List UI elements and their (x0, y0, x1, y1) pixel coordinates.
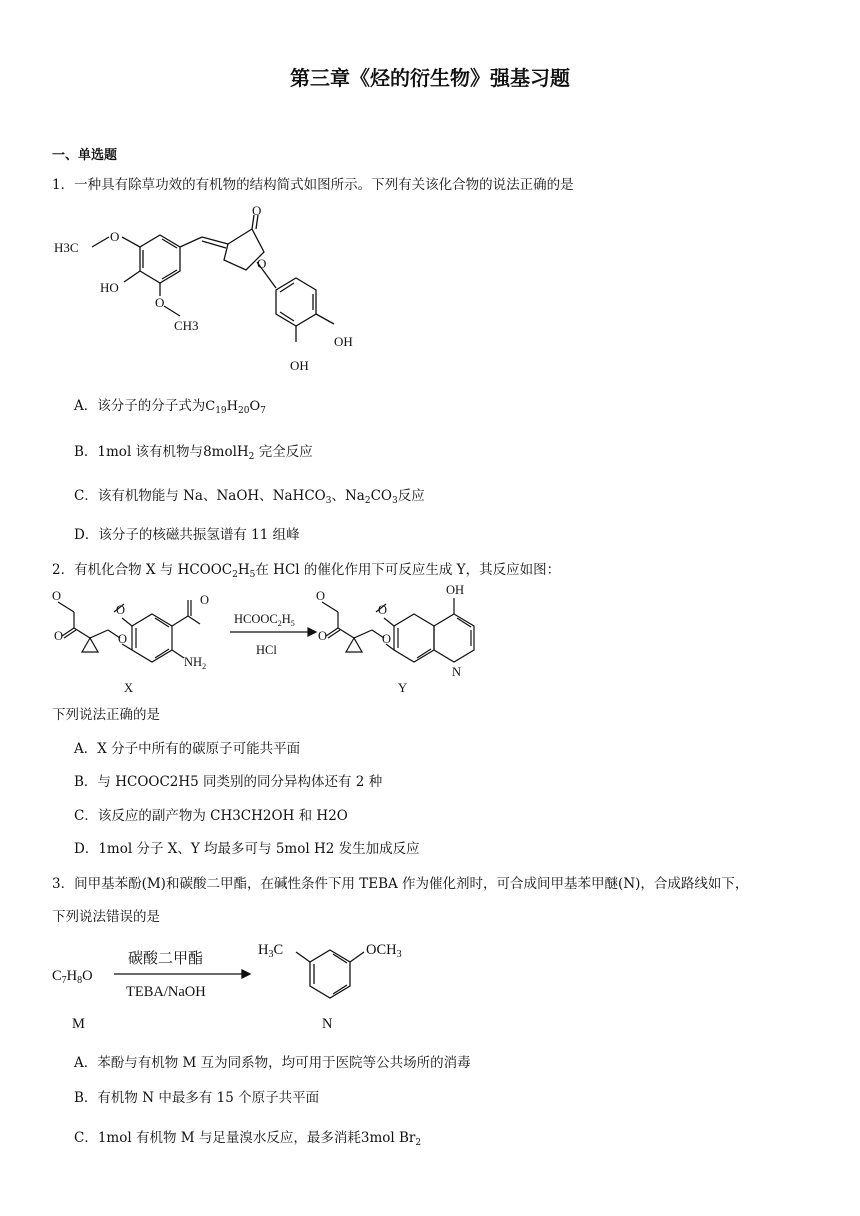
q2-label-x: X (124, 681, 134, 695)
q3-label-reagent: 碳酸二甲酯 (128, 951, 204, 967)
q2-stem-sub1: 2 (232, 570, 238, 580)
q2-label-y-ether-o: O (382, 632, 392, 646)
q1-label-o1: O (110, 229, 120, 244)
q2-label-catalyst: HCl (256, 643, 277, 657)
q1-option-b (74, 440, 313, 462)
q3-label-h3c: $H_3C$ (258, 942, 284, 960)
q1-structure-figure (52, 200, 372, 380)
q3-option-b: B．有机物 N 中最多有 15 个原子共平面 (74, 1090, 320, 1106)
q1-option-c-suffix: 反应 (397, 488, 425, 504)
q1-label-ch3: CH3 (174, 318, 199, 333)
q3-option-c-formula: 3mol $Br_2$ (360, 1130, 422, 1148)
question-1-stem: 1．一种具有除草功效的有机物的结构简式如图所示。下列有关该化合物的说法正确的是 (52, 177, 574, 193)
q2-label-x-carbonyl-o: O (54, 629, 64, 643)
q1-label-ring-o: O (257, 256, 267, 271)
q2-label-x-methoxy-o: O (116, 603, 126, 617)
q1-label-ho: HO (100, 280, 119, 295)
q2-stem-h: H (237, 562, 250, 578)
question-3-stem-line2: 下列说法错误的是 (52, 909, 160, 925)
q1-label-h3c: H3C (54, 240, 79, 255)
page-title: 第三章《烃的衍生物》强基习题 (290, 66, 570, 90)
section-heading: 一、单选题 (52, 148, 118, 163)
q1-option-c (74, 484, 425, 506)
question-3-stem-line1: 3．间甲基苯酚(M)和碳酸二甲酯，在碱性条件下用 TEBA 作为催化剂时，可合成间甲基苯甲醚(N)，合成路线如下， (52, 876, 749, 892)
q3-label-catalyst: TEBA/NaOH (126, 984, 206, 1000)
q1-option-a-formula: $C_{19}H_{20}O_7$ (205, 399, 266, 416)
question-2-stem (52, 558, 560, 580)
q3-label-och3: $OCH_3$ (366, 942, 402, 960)
q2-label-x-ketone-o: O (200, 593, 210, 607)
q2-label-x-ether-o: O (118, 632, 128, 646)
q2-label-y-methoxy-o: O (378, 603, 388, 617)
q3-option-c-text: C．1mol 有机物 M 与足量溴水反应，最多消耗 (74, 1130, 361, 1146)
q3-label-m-formula: $C_7H_8O$ (52, 968, 93, 986)
q2-option-d: D．1mol 分子 X、Y 均最多可与 5mol H2 发生加成反应 (74, 841, 420, 857)
q1-option-c-text: C．该有机物能与 Na、NaOH、 (74, 488, 273, 504)
q1-label-oh1: OH (334, 334, 353, 349)
q1-option-d: D．该分子的核磁共振氢谱有 11 组峰 (74, 527, 300, 543)
q2-label-y-carbonyl-o: O (318, 629, 328, 643)
q1-label-carbonyl-o: O (252, 203, 262, 218)
q1-option-b-formula: 8molH$_2$ (203, 444, 255, 462)
q2-option-b: B．与 HCOOC2H5 同类别的同分异构体还有 2 种 (74, 774, 383, 790)
q3-reaction-figure (52, 932, 452, 1038)
q2-option-c: C．该反应的副产物为 CH3CH2OH 和 H2O (74, 808, 348, 824)
q1-option-a (74, 394, 266, 416)
q2-label-y: Y (398, 681, 408, 695)
q1-option-a-text: A．该分子的分子式为 (74, 398, 206, 414)
q3-label-n: N (322, 1016, 333, 1032)
q1-option-c-sep: 、 (331, 488, 345, 504)
q3-option-a: A．苯酚与有机物 M 互为同系物，均可用于医院等公共场所的消毒 (74, 1055, 471, 1071)
q1-option-b-text: B．1mol 该有机物与 (74, 444, 204, 460)
q2-stem-prefix: 2．有机化合物 X 与 HCOOC (52, 562, 233, 578)
q3-option-c (74, 1126, 421, 1148)
q2-stem-sub2: 5 (249, 570, 256, 580)
q2-label-nh2: $NH_2$ (184, 655, 207, 671)
q1-label-oh2: OH (290, 358, 309, 373)
q2-label-y-methyl-o: O (316, 589, 326, 603)
q1-option-c-formula1: NaHCO$_3$ (272, 488, 332, 506)
q2-label-x-methyl-o: O (52, 589, 62, 603)
q2-lead: 下列说法正确的是 (52, 707, 160, 723)
q2-label-oh: OH (446, 583, 465, 597)
q3-label-m: M (72, 1016, 85, 1032)
q2-option-a: A．X 分子中所有的碳原子可能共平面 (74, 741, 301, 757)
q1-option-b-suffix: 完全反应 (258, 444, 313, 460)
q1-label-o2: O (155, 295, 165, 310)
q2-label-reagent: $HCOOC_2H_5$ (234, 612, 295, 628)
q2-label-n: N (452, 665, 462, 679)
q1-option-c-formula2: $Na_2CO_3$ (344, 488, 398, 506)
q2-reaction-figure (52, 580, 502, 698)
q2-stem-suffix: 在 HCl 的催化作用下可反应生成 Y，其反应如图： (255, 562, 561, 578)
